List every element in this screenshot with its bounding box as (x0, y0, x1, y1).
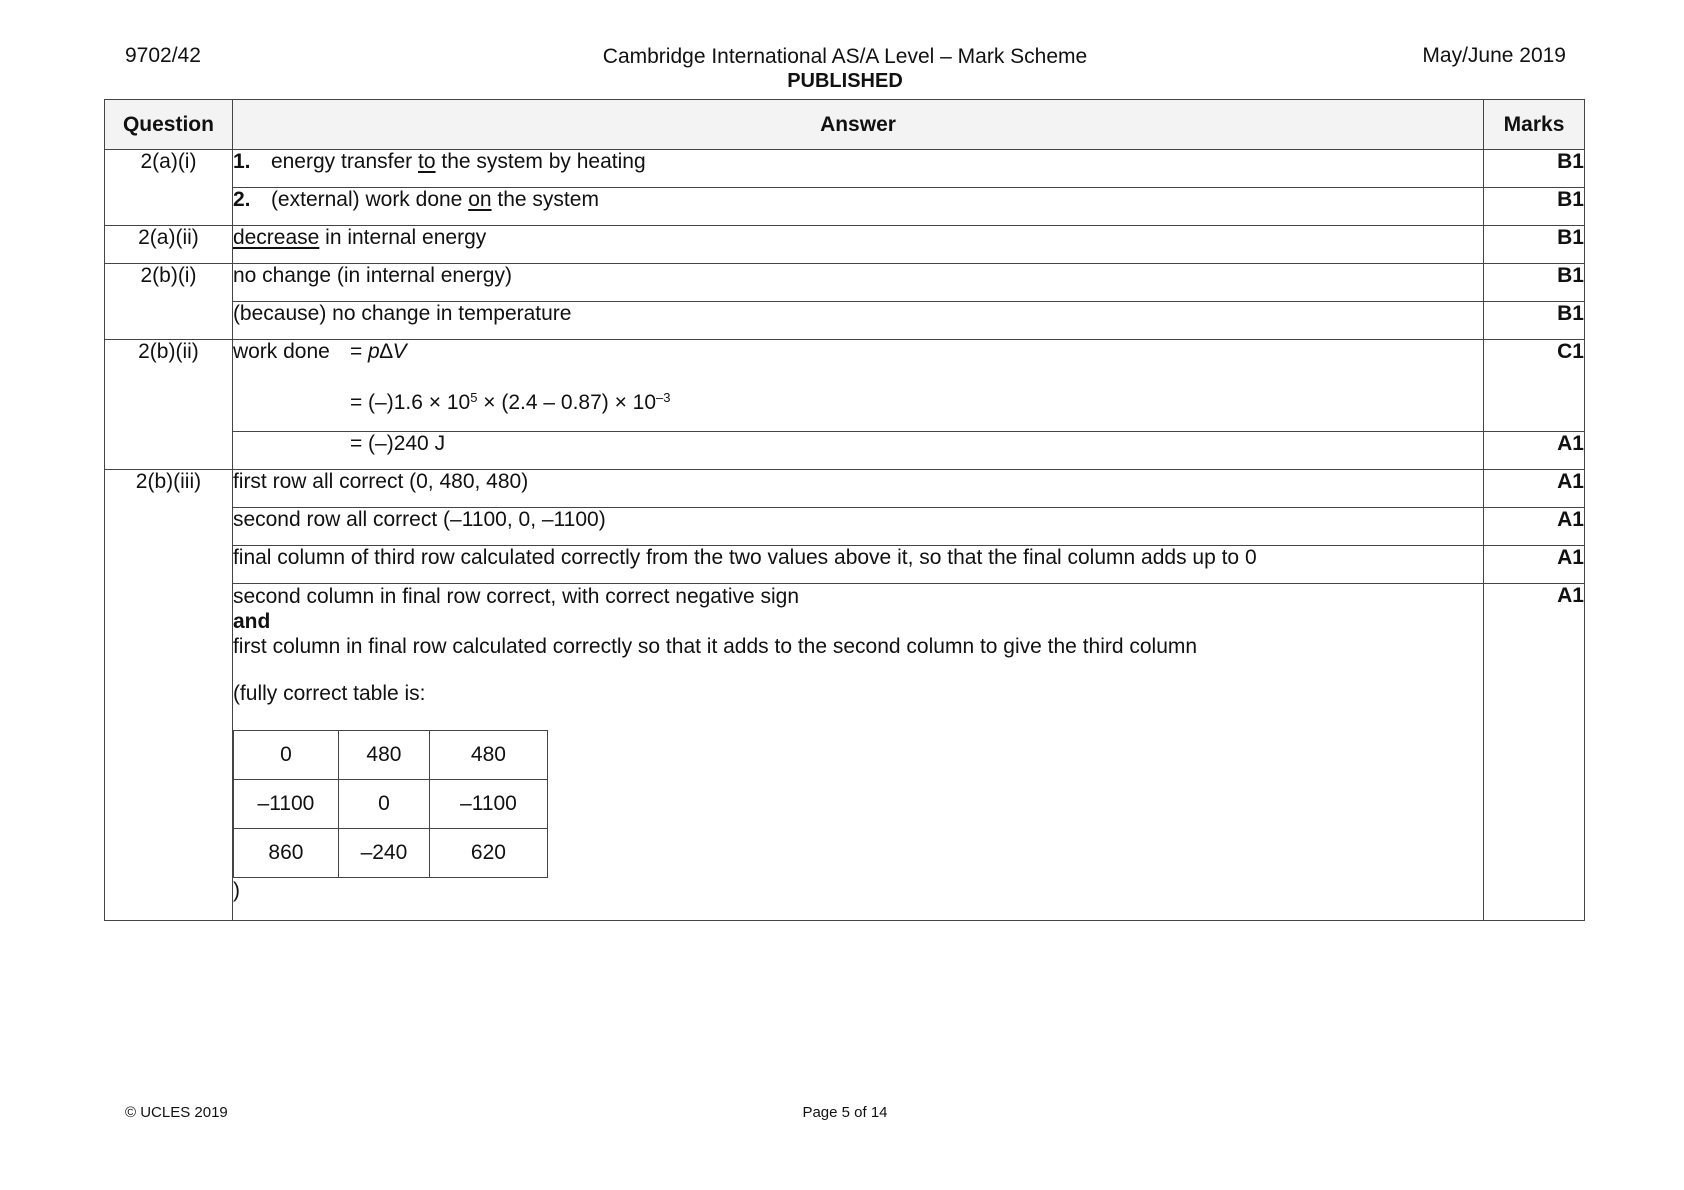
table-row (105, 226, 1585, 264)
value-cell: 480 (338, 731, 429, 780)
marks-column-header: Marks (1484, 100, 1585, 150)
value-row (233, 780, 547, 829)
mark-cell: B1 (1484, 226, 1585, 264)
mark-cell: C1 (1484, 340, 1585, 432)
mark-cell: B1 (1484, 150, 1585, 188)
answer-cell (232, 432, 1483, 470)
underlined-keyword: to (418, 150, 436, 173)
question-id: 2(a)(ii) (105, 226, 233, 264)
answer-cell (232, 340, 1483, 432)
table-row (105, 584, 1585, 921)
answer-text: first column in final row calculated correctly so that it adds to the second column to give the third column (232, 635, 1198, 658)
mark-cell: A1 (1484, 470, 1585, 508)
point-number: 1. (232, 150, 251, 173)
value-row (233, 829, 547, 878)
answer-text: (external) work done (270, 188, 469, 211)
table-intro-text: (fully correct table is: (232, 682, 426, 705)
mark-cell: A1 (1484, 584, 1585, 921)
table-row (105, 432, 1585, 470)
table-row (105, 470, 1585, 508)
equation-text: = (–)1.6 × 10 (349, 391, 471, 414)
value-cell: 860 (233, 829, 338, 878)
value-cell: 620 (429, 829, 547, 878)
question-id: 2(b)(ii) (105, 340, 233, 470)
mark-cell: B1 (1484, 264, 1585, 302)
answer-cell (232, 188, 1483, 226)
question-id: 2(b)(iii) (105, 470, 233, 921)
question-id: 2(a)(i) (105, 150, 233, 226)
equation-text: × (2.4 – 0.87) × 10 (477, 391, 657, 414)
underlined-keyword: on (468, 188, 492, 211)
point-number: 2. (232, 188, 251, 211)
value-cell: 0 (233, 731, 338, 780)
value-cell: 0 (338, 780, 429, 829)
answer-text: in internal energy (319, 226, 487, 249)
mark-cell: A1 (1484, 546, 1585, 584)
table-row (105, 302, 1585, 340)
value-cell: –1100 (233, 780, 338, 829)
value-cell: –240 (338, 829, 429, 878)
exam-session: May/June 2019 (1422, 44, 1566, 67)
and-connector: and (232, 610, 271, 633)
answer-column-header: Answer (232, 100, 1483, 150)
delta-symbol: ∆ (379, 340, 393, 363)
answer-cell (232, 226, 1483, 264)
answer-text: the system (491, 188, 599, 211)
answer-cell: second row all correct (–1100, 0, –1100) (232, 508, 1483, 546)
answer-cell (232, 150, 1483, 188)
answer-cell: final column of third row calculated correctly from the two values above it, so that the final column adds up to 0 (232, 546, 1483, 584)
answer-cell: first row all correct (0, 480, 480) (232, 470, 1483, 508)
answer-text: second column in final row correct, with correct negative sign (232, 585, 800, 608)
question-column-header: Question (105, 100, 233, 150)
page-number: Page 5 of 14 (802, 1104, 888, 1121)
correct-values-table (233, 730, 548, 878)
mark-scheme-table (104, 99, 1585, 921)
mark-cell: A1 (1484, 508, 1585, 546)
table-row (105, 264, 1585, 302)
underlined-keyword: decrease (232, 226, 320, 249)
equation-text: = (349, 340, 369, 363)
work-done-label: work done (232, 340, 330, 363)
table-row (105, 508, 1585, 546)
published-label: PUBLISHED (787, 70, 903, 92)
volume-symbol: V (392, 340, 407, 363)
closing-parenthesis: ) (232, 879, 240, 902)
mark-cell: A1 (1484, 432, 1585, 470)
exponent: 5 (470, 390, 478, 405)
table-header-row (105, 100, 1585, 150)
answer-cell: (because) no change in temperature (232, 302, 1483, 340)
paper-code: 9702/42 (125, 44, 201, 67)
mark-cell: B1 (1484, 188, 1585, 226)
table-row (105, 150, 1585, 188)
equation-text: = (–)240 J (349, 432, 446, 455)
table-row (105, 340, 1585, 432)
exponent: –3 (656, 390, 671, 405)
answer-text: the system by heating (435, 150, 646, 173)
answer-cell (232, 584, 1483, 921)
question-id: 2(b)(i) (105, 264, 233, 340)
value-row (233, 731, 547, 780)
document-title: Cambridge International AS/A Level – Mark Scheme (602, 45, 1088, 68)
table-row (105, 546, 1585, 584)
value-cell: –1100 (429, 780, 547, 829)
pressure-symbol: p (368, 340, 380, 363)
table-row (105, 188, 1585, 226)
answer-text: energy transfer (270, 150, 419, 173)
answer-cell: no change (in internal energy) (232, 264, 1483, 302)
copyright-notice: © UCLES 2019 (125, 1104, 228, 1121)
value-cell: 480 (429, 731, 547, 780)
mark-cell: B1 (1484, 302, 1585, 340)
